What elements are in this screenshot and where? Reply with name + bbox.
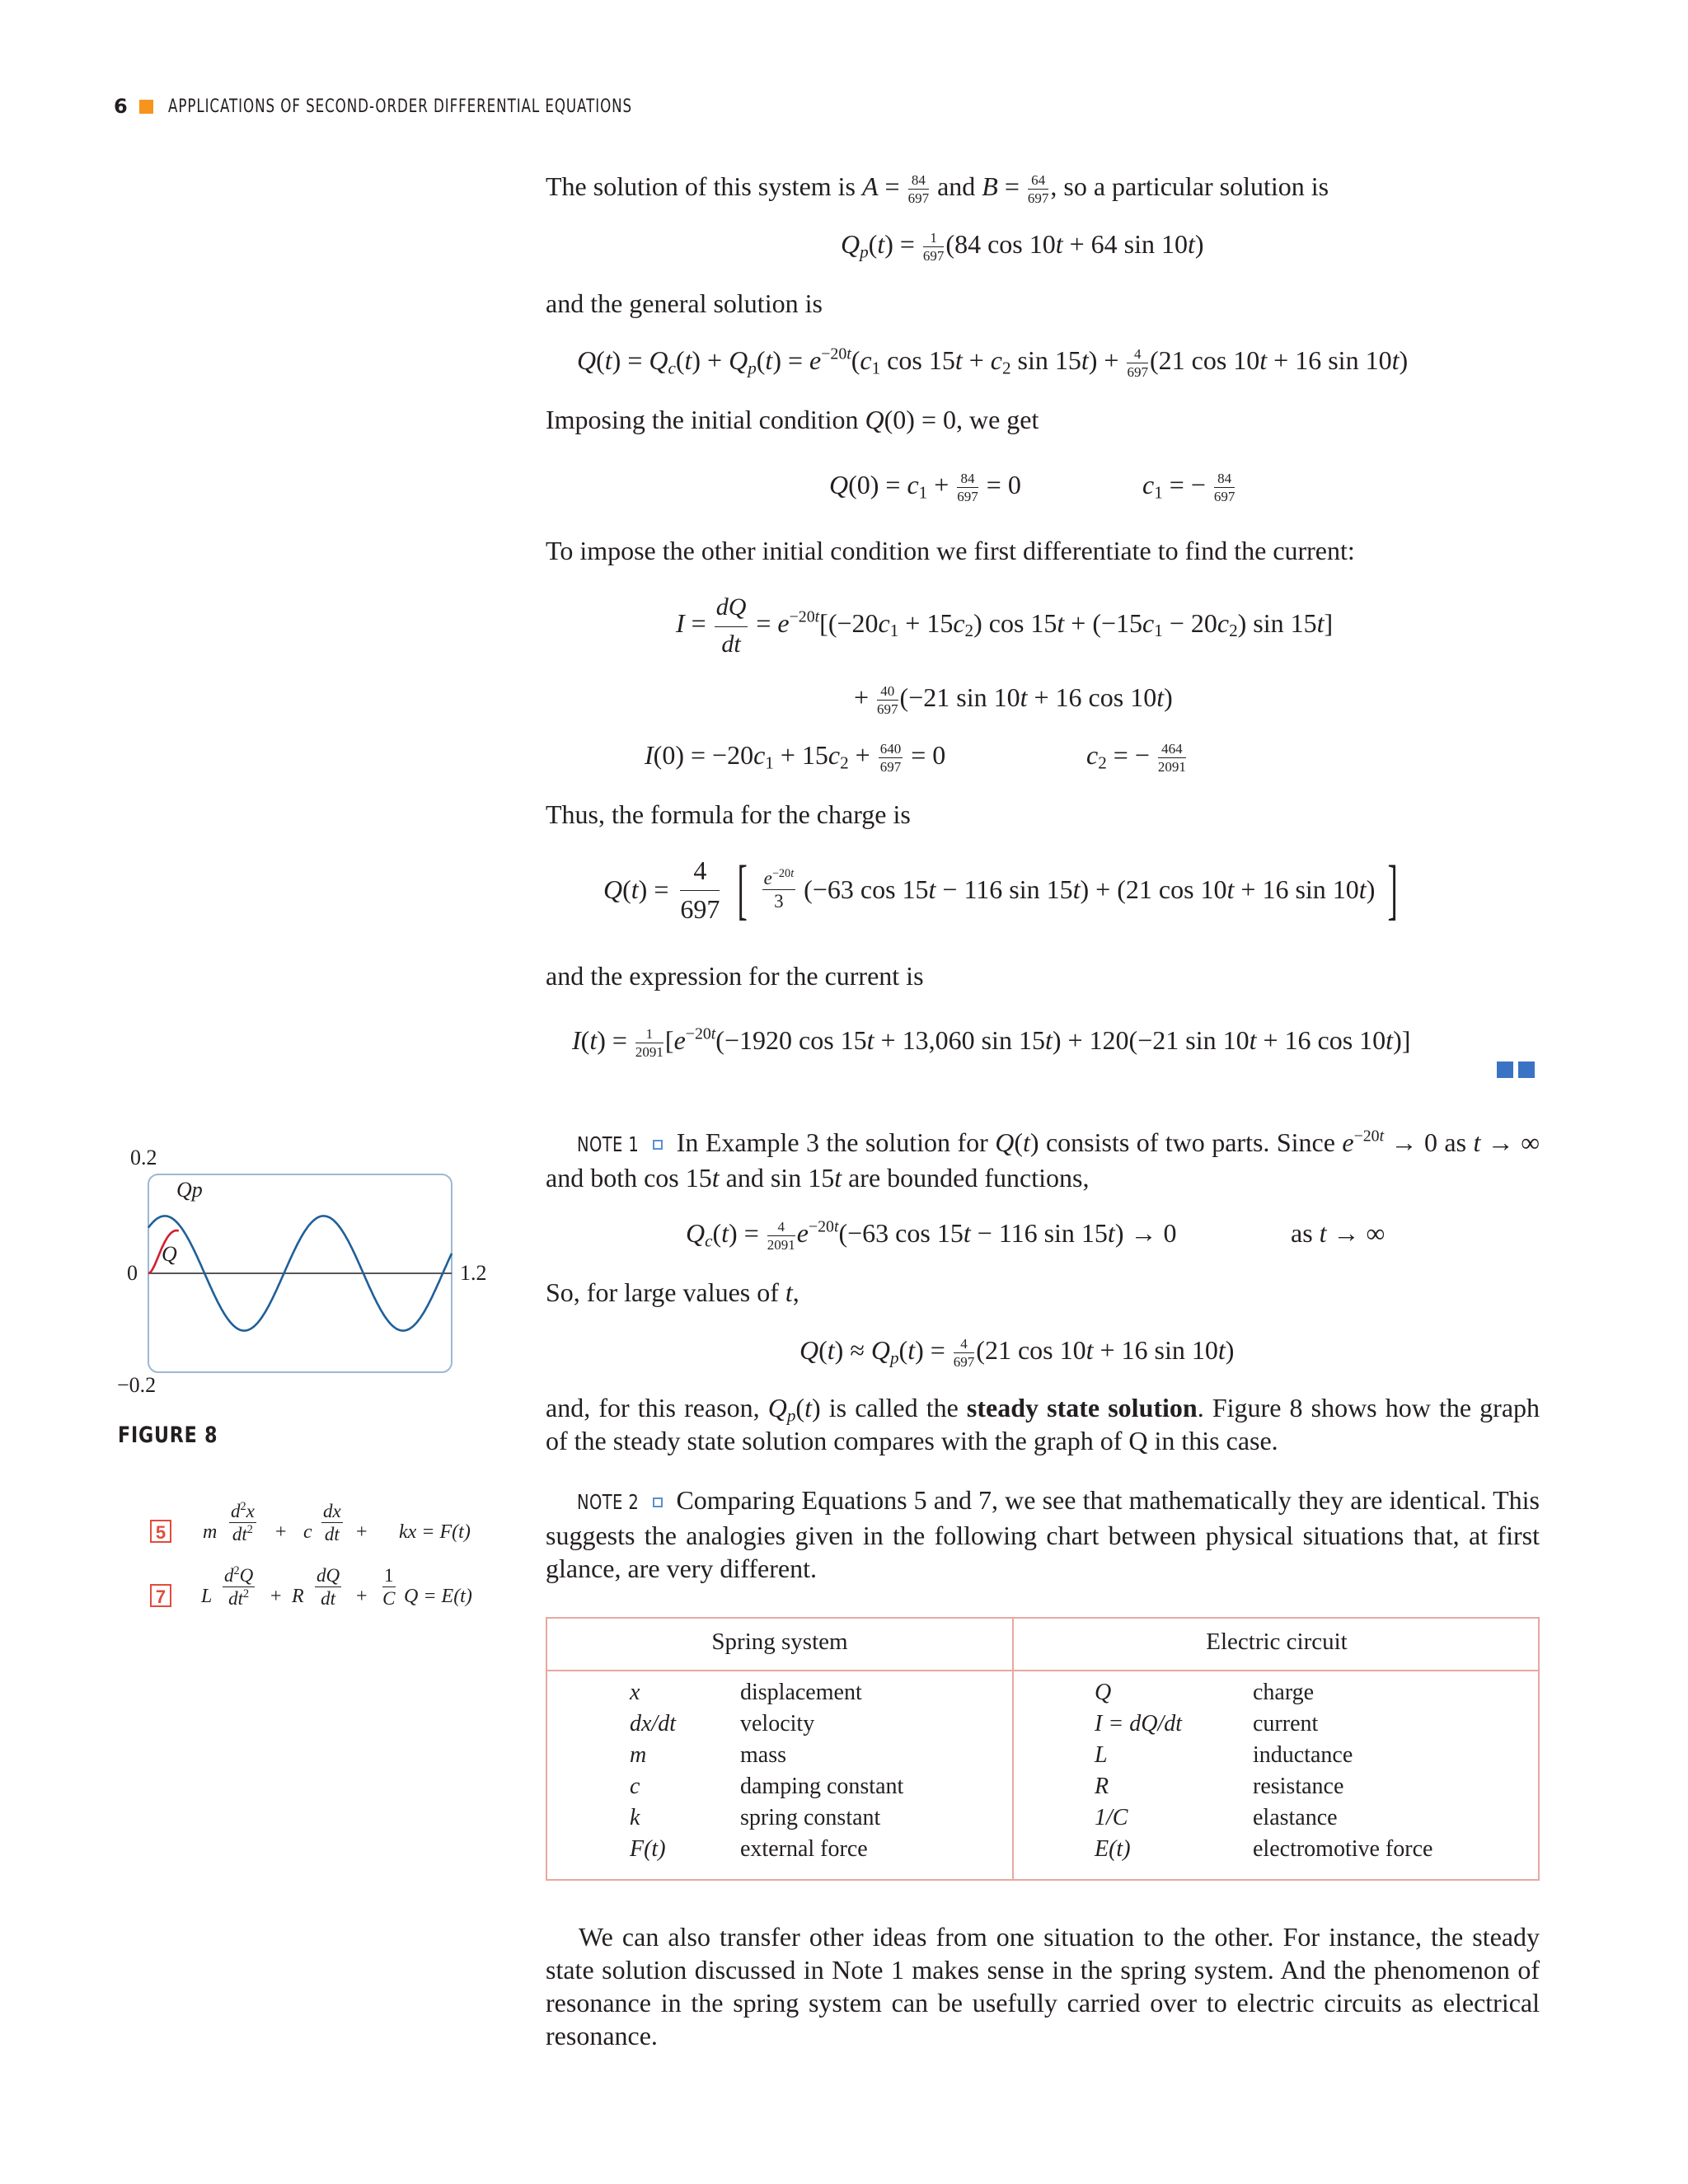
y-label-top: 0.2	[130, 1146, 157, 1169]
eq7-d2q: $\frac{d^2Q}{dt^2}$	[224, 1564, 254, 1609]
chart-row	[547, 1836, 1538, 1868]
steady-post: Figure 8 shows how the graph of the steady state solution compares with the graph of Q in this case.	[546, 1393, 1540, 1455]
circuit-name: electromotive force	[1253, 1836, 1433, 1862]
differentiate-text: To impose the other initial condition we first differentiate to find the current:	[546, 536, 1355, 565]
eq7-l: L	[201, 1586, 213, 1607]
charge-formula-eq: Q(t) = $\frac{4}{697}$ [ $\frac{e^{-20t}}{3}$ (−63 cos 15t − 116 sin 15t) + (21 cos 10t + 16 sin 10t) ]	[603, 851, 1399, 926]
spring-name: mass	[740, 1742, 786, 1768]
eq5-m: m	[203, 1521, 218, 1543]
analogy-chart	[546, 1617, 1540, 1881]
eq5-plus2: +	[356, 1521, 368, 1543]
circuit-symbol: Q	[1095, 1680, 1112, 1705]
equation-number: 7	[150, 1584, 171, 1607]
steady-term: steady state solution	[966, 1393, 1198, 1422]
current-formula-eq: I(t) = $\frac{1}{2091}$ [$e^{-20t}(-1920$ cos 15t + 13,060 sin 15t) + 120(−21 sin 10t + 16 cos 10t)]	[572, 1024, 1411, 1061]
running-header	[114, 92, 779, 120]
steady-pre: and, for this reason,	[546, 1393, 760, 1422]
qp-label: Qp	[176, 1178, 203, 1202]
eq5-c: c	[303, 1521, 312, 1543]
circuit-symbol: R	[1095, 1774, 1109, 1799]
note-square-icon	[653, 1140, 663, 1150]
y-label-zero: 0	[127, 1261, 138, 1285]
equation-5	[150, 1500, 496, 1559]
figure-caption: FIGURE 8	[118, 1422, 218, 1448]
chart-body	[547, 1680, 1538, 1868]
spring-name: spring constant	[740, 1805, 881, 1830]
circuit-symbol: L	[1095, 1742, 1108, 1768]
charge-intro: Thus, the formula for the charge is	[546, 799, 911, 829]
spring-symbol: x	[630, 1680, 640, 1705]
transient-eq: $Q_c(t)$ = $\frac{4}{2091}$ $e^{-20t}(-63$ cos 15t − 116 sin 15t) → 0	[686, 1217, 1177, 1254]
circuit-symbol: 1/C	[1095, 1805, 1128, 1830]
chart-row	[547, 1711, 1538, 1742]
final-paragraph	[546, 1920, 1540, 2052]
header-square-icon	[139, 100, 153, 114]
final-text: We can also transfer other ideas from one situation to the other. For instance, the steady state solution discussed in Note 1 makes sense in the spring system. And the phenomenon of resonance in the spring system can be usefully carried over to electric circuits as electrical resonance.	[546, 1922, 1540, 2050]
initial-intro: Imposing the initial condition	[546, 405, 859, 434]
as-t-infinity: as t → ∞	[1291, 1218, 1386, 1248]
spring-symbol: c	[630, 1774, 640, 1799]
spring-name: velocity	[740, 1711, 815, 1736]
circuit-name: inductance	[1253, 1742, 1353, 1768]
eq7-dq: $\frac{dQ}{dt}$	[316, 1565, 340, 1609]
i0-eq: $I(0) = -20c_1 + 15c_2$ + $\frac{640}{697}$ = 0	[645, 740, 946, 776]
particular-solution-eq: $Q_p(t)$ = $\frac{1}{697}$ (84 cos 10t + 64 sin 10t)	[841, 229, 1204, 265]
equation-number: 5	[150, 1520, 171, 1543]
chart-row	[547, 1805, 1538, 1836]
x-label-end: 1.2	[460, 1261, 487, 1285]
page-number: 6	[114, 95, 128, 118]
note2-text: Comparing Equations 5 and 7, we see that mathematically they are identical. This suggests the analogies given in the following chart between physical situations that, at first glance, are very different.	[546, 1485, 1540, 1583]
eq7-plus2: +	[356, 1586, 368, 1607]
circuit-name: charge	[1253, 1680, 1315, 1705]
eq7-plus1: +	[270, 1586, 282, 1607]
note2-paragraph	[546, 1483, 1540, 1585]
circuit-name: elastance	[1253, 1805, 1338, 1830]
general-solution-eq: $Q(t) = Q_c(t) + Q_p(t) = e^{-20t}(c_1$ $\cos 15t + c_2$ sin 15t) + $\frac{4}{697}$ (21 cos 10t + 16 sin 10t)	[577, 344, 1409, 381]
c1-eq: $c_1$ = − $\frac{84}{697}$	[1142, 470, 1236, 505]
solution-line: The solution of this system is A = $\frac{84}{697}$ and B = $\frac{64}{697}$ , so a particular solution is	[546, 171, 1329, 207]
figure-8-plot	[115, 1137, 495, 1409]
chart-row	[547, 1774, 1538, 1805]
circuit-name: resistance	[1253, 1774, 1344, 1799]
eq5-dx: $\frac{dx}{dt}$	[323, 1501, 341, 1544]
spring-name: external force	[740, 1836, 868, 1862]
header-title: APPLICATIONS OF SECOND-ORDER DIFFERENTIAL EQUATIONS	[167, 96, 632, 117]
note1-label: NOTE 1	[577, 1132, 640, 1156]
spring-name: damping constant	[740, 1774, 904, 1799]
eq7-r: R	[292, 1586, 304, 1607]
solution-intro: The solution of this system is	[546, 171, 856, 201]
spring-name: displacement	[740, 1680, 862, 1705]
equation-7	[150, 1564, 496, 1624]
circuit-symbol: E(t)	[1095, 1836, 1131, 1862]
circuit-symbol: I = dQ/dt	[1095, 1711, 1182, 1736]
eq5-d2x: $\frac{d^2x}{dt^2}$	[231, 1500, 255, 1544]
steady-state-paragraph: and, for this reason, $Q_p(t)$ is called the steady state solution. Figure 8 shows how the graph of the steady state solution compares with the graph of Q in this case.	[546, 1393, 1540, 1455]
note2-label: NOTE 2	[577, 1490, 640, 1514]
q0-eq: $Q(0) = c_1$ + $\frac{84}{697}$ = 0	[829, 470, 1021, 505]
c2-eq: $c_2$ = − $\frac{464}{2091}$	[1086, 740, 1186, 776]
eq5-rhs: kx = F(t)	[399, 1521, 471, 1543]
spring-symbol: k	[630, 1805, 640, 1830]
circuit-name: current	[1253, 1711, 1319, 1736]
eq7-rhs: Q = E(t)	[404, 1586, 472, 1607]
general-intro: and the general solution is	[546, 288, 823, 318]
eq5-plus1: +	[275, 1521, 287, 1543]
steady-state-eq: $Q(t) \approx Q_p(t)$ = $\frac{4}{697}$ (21 cos 10t + 16 sin 10t)	[799, 1335, 1235, 1371]
chart-row	[547, 1680, 1538, 1711]
current-intro: and the expression for the current is	[546, 961, 924, 991]
spring-symbol: F(t)	[630, 1836, 666, 1862]
spring-header: Spring system	[711, 1629, 848, 1655]
initial-condition-line: Imposing the initial condition Q(0) = 0, we get	[546, 405, 1039, 434]
spring-symbol: m	[630, 1742, 647, 1768]
current-derivative-eq: I = $\frac{dQ}{dt}$ = $e^{-20t}[(-20c_1 + 15c_2)$ $\cos 15t + (-15c_1 - 20c_2)$ sin 15t]	[676, 593, 1334, 658]
q-label: Q	[162, 1242, 177, 1266]
spring-symbol: dx/dt	[630, 1711, 676, 1736]
end-of-example-icon	[1497, 1062, 1538, 1078]
large-values-line: So, for large values of t,	[546, 1277, 799, 1307]
y-label-bottom: −0.2	[117, 1373, 157, 1397]
chart-row	[547, 1742, 1538, 1774]
figure-8	[115, 1137, 495, 1409]
circuit-header: Electric circuit	[1206, 1629, 1348, 1655]
current-derivative-eq-cont: + $\frac{40}{697}$ (−21 sin 10t + 16 cos 10t)	[854, 682, 1173, 718]
note-square-icon	[653, 1497, 663, 1507]
eq7-1c: $\frac{1}{C}$	[382, 1565, 396, 1609]
note1-paragraph: NOTE 1 In Example 3 the solution for Q(t) consists of two parts. Since $e^{-20t} \to 0$ as t → ∞ and both cos 15t and sin 15t are bounded functions,	[546, 1127, 1540, 1193]
